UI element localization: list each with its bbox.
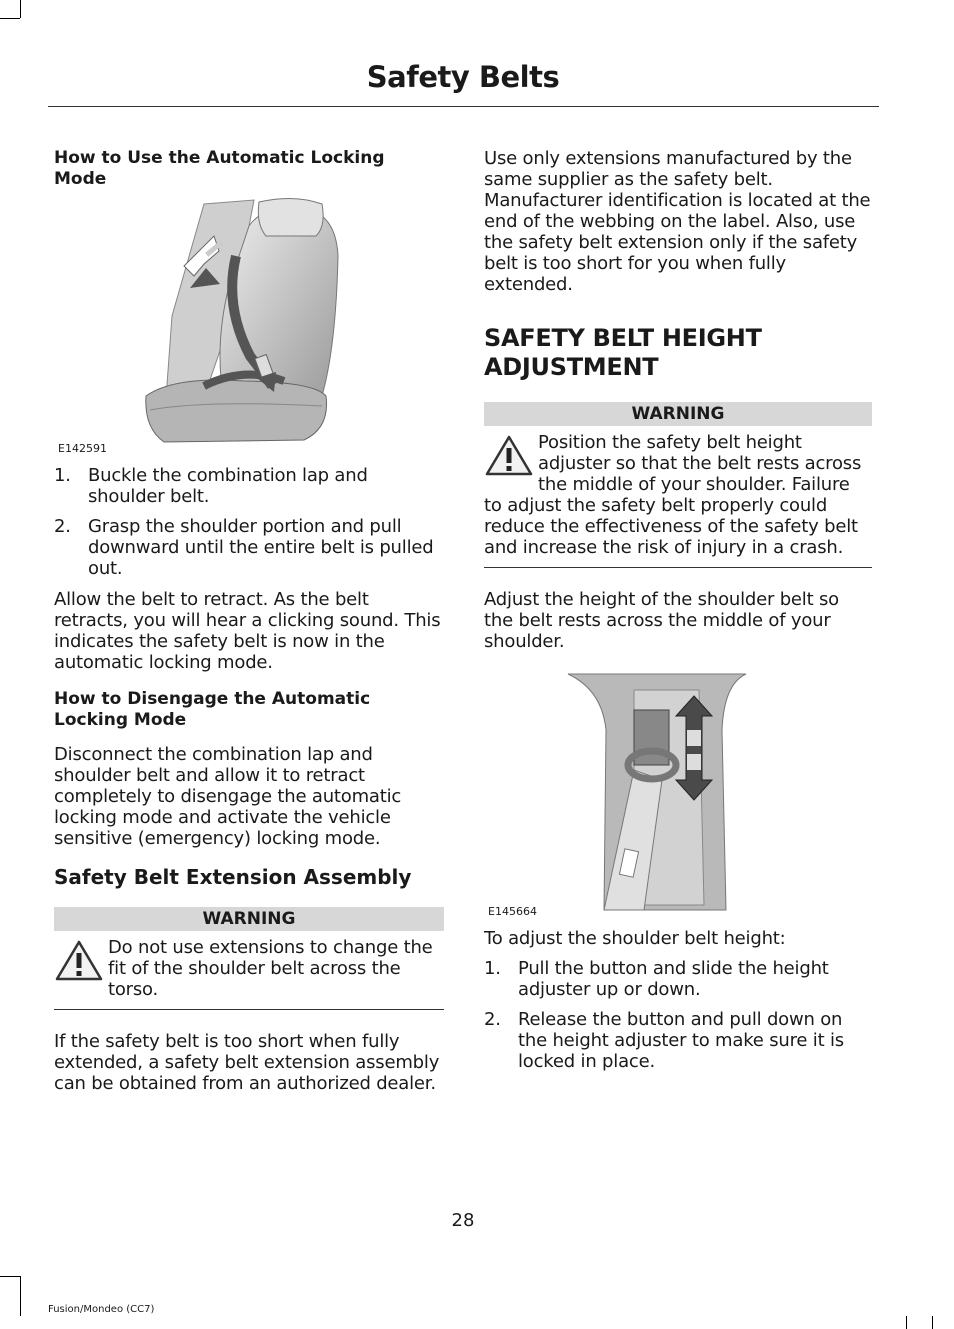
heading-height-adjustment: SAFETY BELT HEIGHT ADJUSTMENT xyxy=(484,324,762,381)
height-adjuster-illustration xyxy=(484,670,872,912)
height-adjuster-figure xyxy=(484,670,872,922)
step-text: Buckle the combination lap and shoulder belt. xyxy=(88,465,368,507)
list-item xyxy=(54,516,444,579)
step-number: 2. xyxy=(54,516,71,537)
warning-bar: WARNING xyxy=(54,907,444,931)
crop-mark xyxy=(0,1276,20,1277)
crop-mark xyxy=(932,1316,933,1329)
warning-bar: WARNING xyxy=(484,402,872,426)
crop-mark xyxy=(20,1276,21,1316)
warning-box xyxy=(54,931,444,1010)
warning-triangle-icon xyxy=(54,939,104,983)
step-number: 2. xyxy=(484,1009,501,1030)
heading-automatic-locking: How to Use the Automatic Locking Mode xyxy=(54,148,385,189)
list-item xyxy=(484,958,872,1000)
warning-triangle-icon xyxy=(484,434,534,478)
footer-model: Fusion/Mondeo (CC7) xyxy=(48,1304,155,1315)
page-title: Safety Belts xyxy=(366,60,560,94)
warning-text: Position the safety belt height adjuster so that the belt rests across the middle of your shoulder. Failure to adjust the safety belt properly could reduce the effectiveness of the safety belt and increase the risk of injury in a crash. xyxy=(484,432,862,558)
warning-text: Do not use extensions to change the fit of the shoulder belt across the torso. xyxy=(108,937,433,1000)
step-text: Pull the button and slide the height adjuster up or down. xyxy=(518,958,829,1000)
crop-mark xyxy=(20,0,21,18)
left-column xyxy=(54,148,444,1094)
list-item xyxy=(54,465,444,507)
step-text: Grasp the shoulder portion and pull downward until the entire belt is pulled out. xyxy=(88,516,434,579)
paragraph-disconnect: Disconnect the combination lap and shoulder belt and allow it to retract completely to disengage the automatic locking mode and activate the vehicle sensitive (emergency) locking mode. xyxy=(54,744,402,849)
paragraph-to-adjust: To adjust the shoulder belt height: xyxy=(484,928,786,949)
page-number: 28 xyxy=(451,1210,475,1231)
paragraph-too-short: If the safety belt is too short when fully extended, a safety belt extension assembly can be obtained from an authorized dealer. xyxy=(54,1031,440,1094)
paragraph-allow-retract: Allow the belt to retract. As the belt retracts, you will hear a clicking sound. This indicates the safety belt is now in the automatic locking mode. xyxy=(54,589,441,673)
seat-belt-figure xyxy=(54,196,444,459)
step-number: 1. xyxy=(54,465,71,486)
steps-list xyxy=(484,958,872,1072)
paragraph-adjust-height: Adjust the height of the shoulder belt so the belt rests across the middle of your shoulder. xyxy=(484,589,839,652)
heading-disengage: How to Disengage the Automatic Locking Mode xyxy=(54,689,371,730)
figure-code: E142591 xyxy=(58,442,107,455)
step-text: Release the button and pull down on the height adjuster to make sure it is locked in place. xyxy=(518,1009,844,1072)
crop-mark xyxy=(0,18,20,19)
seat-illustration xyxy=(54,196,444,446)
heading-extension-assembly: Safety Belt Extension Assembly xyxy=(54,865,412,889)
warning-box xyxy=(484,426,872,568)
list-item xyxy=(484,1009,872,1072)
right-column xyxy=(484,148,872,1081)
figure-code: E145664 xyxy=(488,905,537,918)
paragraph-extensions: Use only extensions manufactured by the same supplier as the safety belt. Manufacturer identification is located at the end of the webbing on the label. Also, use the safety belt extension only if the safety belt is too short for you when fully extended. xyxy=(484,148,871,295)
title-divider xyxy=(48,106,879,107)
steps-list xyxy=(54,465,444,579)
crop-mark xyxy=(906,1316,907,1329)
step-number: 1. xyxy=(484,958,501,979)
